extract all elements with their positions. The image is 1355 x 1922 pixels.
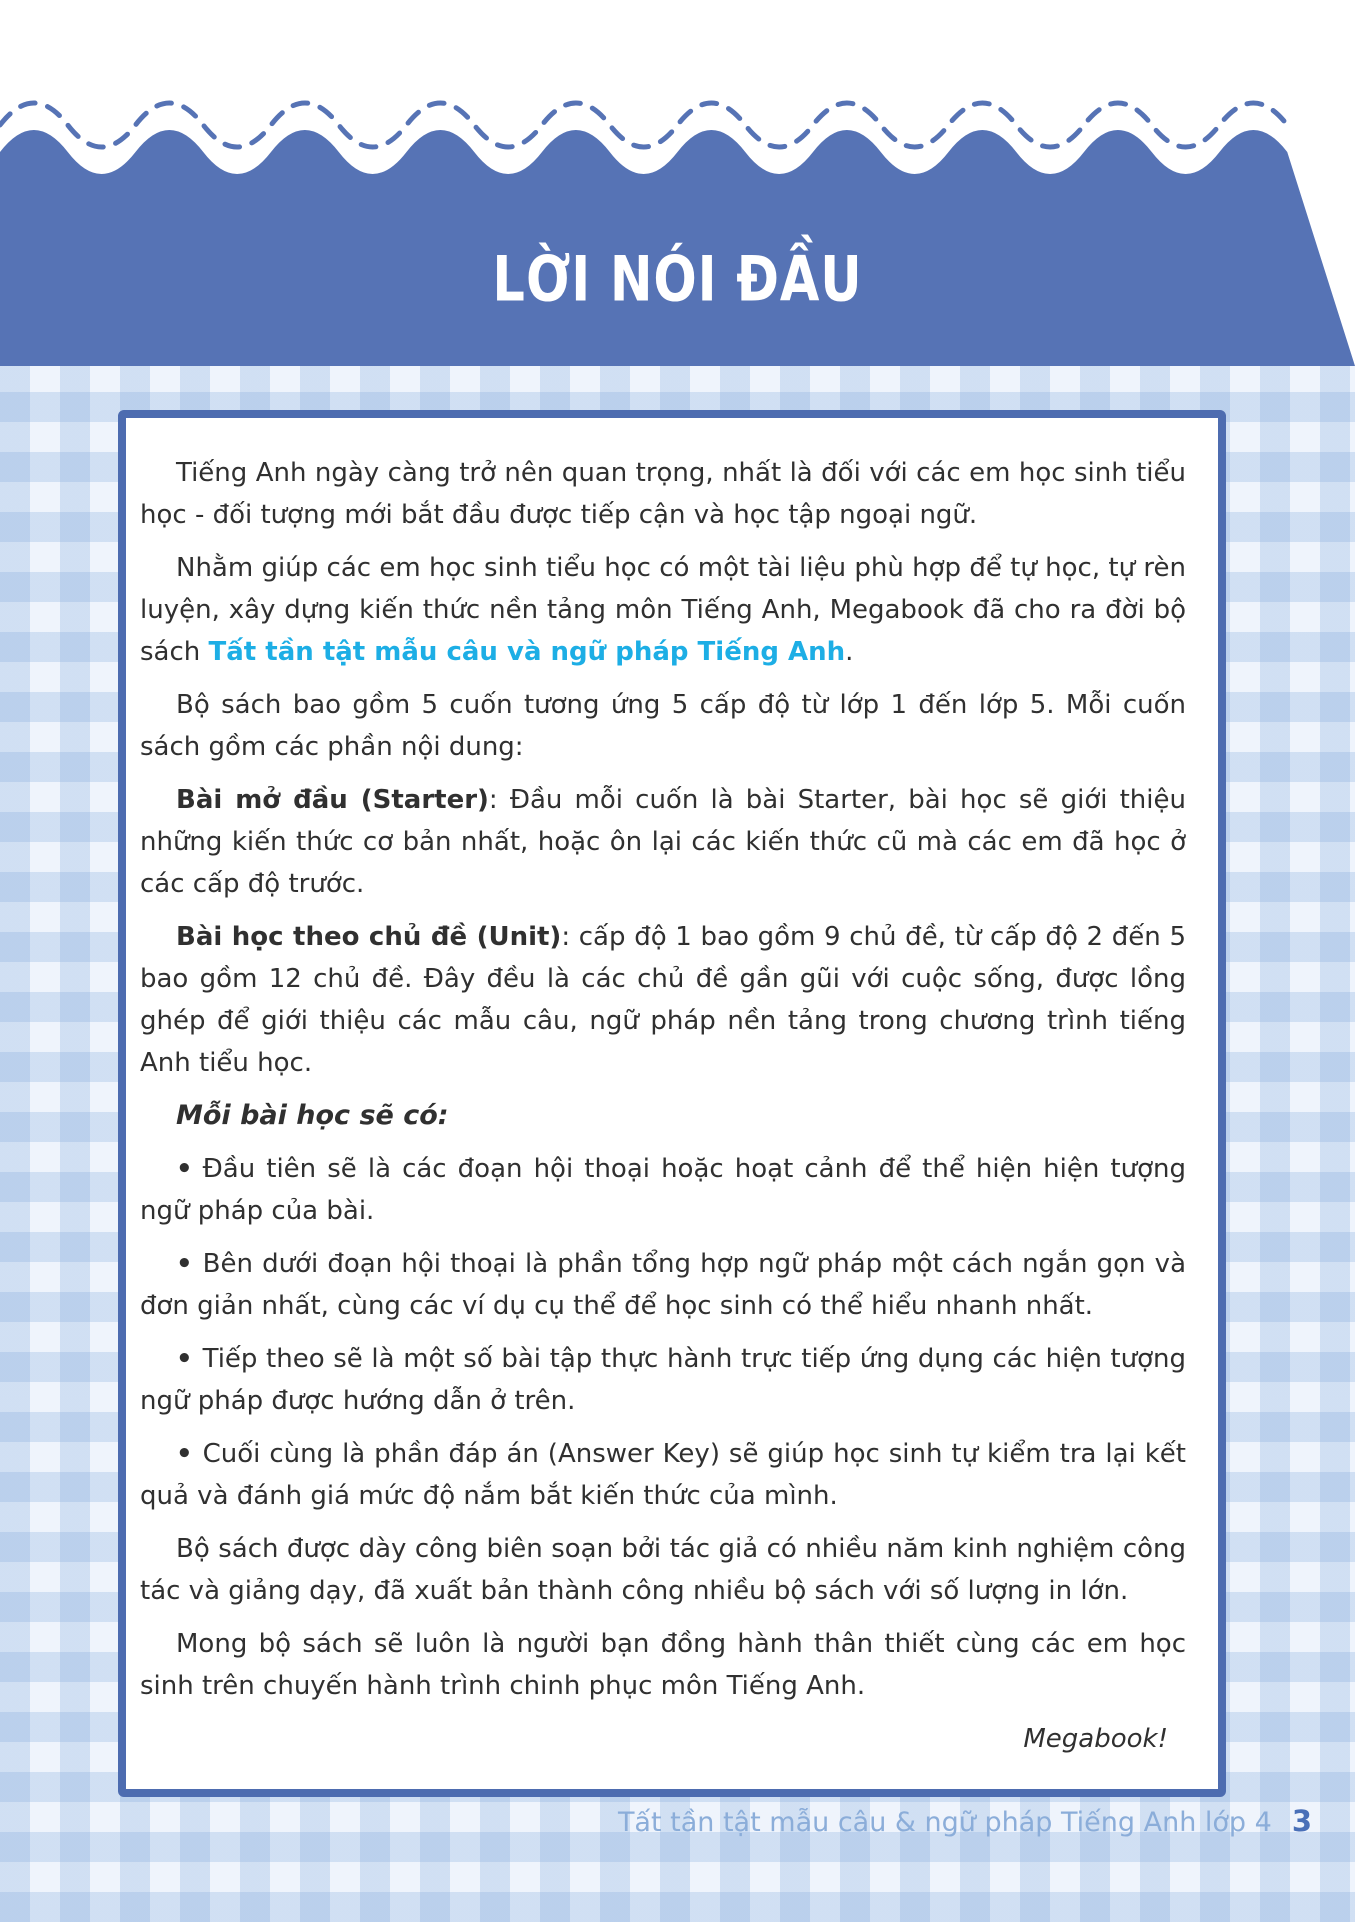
book-title-highlight: Tất tần tật mẫu câu và ngữ pháp Tiếng Anh: [208, 637, 846, 667]
content-card: [118, 410, 1226, 1797]
bullet-text: Tiếp theo sẽ là một số bài tập thực hành trực tiếp ứng dụng các hiện tượng ngữ pháp được hướng dẫn ở trên.: [140, 1344, 1186, 1416]
dashed-wave-line-icon: [0, 103, 1287, 147]
page-footer: [618, 1804, 1312, 1838]
paragraph-starter: [140, 779, 1186, 905]
signature: Megabook!: [1023, 1724, 1168, 1754]
paragraph-closing: [140, 1623, 1186, 1707]
footer-book-title: Tất tần tật mẫu câu & ngữ pháp Tiếng Anh lớp 4: [617, 1807, 1272, 1838]
bullet-marker: •: [176, 1154, 193, 1184]
bullet-marker: •: [176, 1439, 193, 1469]
bullet-text: Bên dưới đoạn hội thoại là phần tổng hợp ngữ pháp một cách ngắn gọn và đơn giản nhất, cùng các ví dụ cụ thể để học sinh có thể hiểu nhanh nhất.: [140, 1249, 1186, 1321]
paragraph-text: Tiếng Anh ngày càng trở nên quan trọng, nhất là đối với các em học sinh tiểu học - đối tượng mới bắt đầu được tiếp cận và học tập ngoại ngữ.: [140, 458, 1186, 530]
paragraph-series-structure: [140, 684, 1186, 768]
paragraph-text: Bộ sách được dày công biên soạn bởi tác giả có nhiều năm kinh nghiệm công tác và giảng dạy, đã xuất bản thành công nhiều bộ sách với số lượng in lớn.: [140, 1534, 1186, 1606]
bullet-item: [140, 1433, 1186, 1517]
paragraph-unit: [140, 916, 1186, 1084]
bullet-text: Đầu tiên sẽ là các đoạn hội thoại hoặc hoạt cảnh để thể hiện hiện tượng ngữ pháp của bài.: [140, 1154, 1186, 1226]
page-number: 3: [1291, 1804, 1312, 1838]
bullet-item: [140, 1338, 1186, 1422]
unit-label: Bài học theo chủ đề (Unit): [176, 922, 562, 952]
page-title: LỜI NÓI ĐẦU: [492, 242, 863, 316]
bullet-item: [140, 1148, 1186, 1232]
paragraph-text: : Đầu mỗi cuốn là bài Starter, bài học sẽ giới thiệu những kiến thức cơ bản nhất, hoặc ôn lại các kiến thức cũ mà các em đã học ở các cấp độ trước.: [140, 785, 1186, 899]
paragraph-author: [140, 1528, 1186, 1612]
paragraph-text: Bộ sách bao gồm 5 cuốn tương ứng 5 cấp độ từ lớp 1 đến lớp 5. Mỗi cuốn sách gồm các phần nội dung:: [140, 690, 1186, 762]
starter-label: Bài mở đầu (Starter): [176, 785, 489, 815]
section-heading: Mỗi bài học sẽ có:: [176, 1100, 449, 1131]
bullet-marker: •: [176, 1344, 193, 1374]
paragraph-text: : cấp độ 1 bao gồm 9 chủ đề, từ cấp độ 2 đến 5 bao gồm 12 chủ đề. Đây đều là các chủ đề gần gũi với cuộc sống, được lồng ghép để giới thiệu các mẫu câu, ngữ pháp nền tảng trong chương trình tiếng Anh tiểu học.: [140, 922, 1186, 1078]
paragraph-series-intro: [140, 547, 1186, 673]
bullet-item: [140, 1243, 1186, 1327]
paragraph-intro: [140, 452, 1186, 536]
bullet-text: Cuối cùng là phần đáp án (Answer Key) sẽ giúp học sinh tự kiểm tra lại kết quả và đánh giá mức độ nắm bắt kiến thức của mình.: [140, 1439, 1186, 1511]
bullet-marker: •: [176, 1249, 193, 1279]
paragraph-text: Nhằm giúp các em học sinh tiểu học có một tài liệu phù hợp để tự học, tự rèn luyện, xây dựng kiến thức nền tảng môn Tiếng Anh, Megabook đã cho ra đời bộ sách: [140, 553, 1186, 667]
paragraph-text: .: [845, 637, 854, 667]
paragraph-text: Mong bộ sách sẽ luôn là người bạn đồng hành thân thiết cùng các em học sinh trên chuyến hành trình chinh phục môn Tiếng Anh.: [140, 1629, 1186, 1701]
